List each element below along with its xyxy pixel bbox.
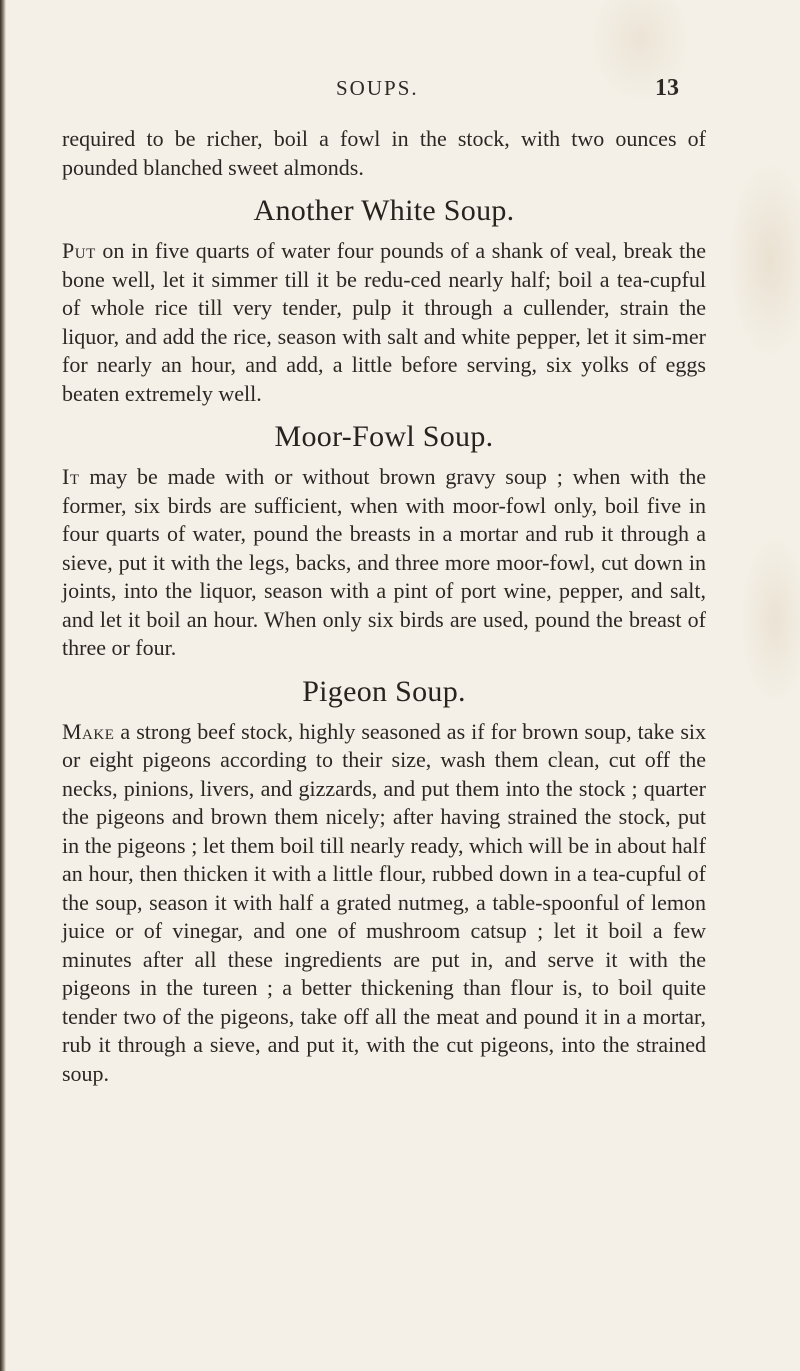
page-body: [62, 125, 706, 1088]
paragraph-text: on in five quarts of water four pounds of a shank of veal, break the bone well, let it simmer till it be redu-ced nearly half; boil a tea-cupful of whole rice till very tender, pulp it through a cullender, strain the liquor, and add the rice, season with salt and white pepper, let it sim-mer for nearly an hour, and add, a little before serving, six yolks of eggs beaten extremely well.: [62, 238, 706, 406]
running-header: [0, 76, 800, 106]
first-word: It: [62, 464, 80, 489]
continued-paragraph: required to be richer, boil a fowl in the stock, with two ounces of pounded blanched sweet almonds.: [62, 126, 706, 180]
page-binding-edge: [0, 0, 6, 1371]
paragraph-text: a strong beef stock, highly seasoned as if for brown soup, take six or eight pigeons according to their size, wash them clean, cut off the necks, pinions, livers, and gizzards, and put them into the stock ; quarter the pigeons and brown them nicely; after having strained the stock, put in the pigeons ; let them boil till nearly ready, which will be in about half an hour, then thicken it with a little flour, rubbed down in a tea-cupful of the soup, season it with half a grated nutmeg, a table-spoonful of lemon juice or of vinegar, and one of mushroom catsup ; let it boil a few minutes after all these ingredients are put in, and serve it with the pigeons in the tureen ; a better thickening than flour is, to boil quite tender two of the pigeons, take off all the meat and pound it in a mortar, rub it through a sieve, and put it, with the cut pigeons, into the strained soup.: [62, 718, 706, 1086]
recipe-heading-another-white-soup: Another White Soup.: [253, 194, 515, 227]
first-word: Put: [62, 238, 96, 263]
recipe-paragraph-moor-fowl-soup: [62, 463, 706, 663]
recipe-heading-moor-fowl-soup: Moor-Fowl Soup.: [274, 420, 494, 453]
recipe-heading-pigeon-soup: Pigeon Soup.: [302, 674, 466, 708]
running-title: SOUPS.: [336, 76, 419, 100]
recipe-paragraph-another-white-soup: [62, 237, 706, 408]
first-word: Make: [62, 718, 115, 744]
page-number: 13: [655, 75, 679, 101]
paragraph-text: may be made with or without brown gravy soup ; when with the former, six birds are sufficient, when with moor-fowl only, boil five in four quarts of water, pound the breasts in a mortar and rub it through a sieve, put it with the legs, backs, and three more moor-fowl, cut down in joints, into the liquor, season with a pint of port wine, pepper, and salt, and let it boil an hour. When only six birds are used, pound the breast of three or four.: [62, 464, 706, 660]
recipe-paragraph-pigeon-soup: [62, 718, 706, 1089]
